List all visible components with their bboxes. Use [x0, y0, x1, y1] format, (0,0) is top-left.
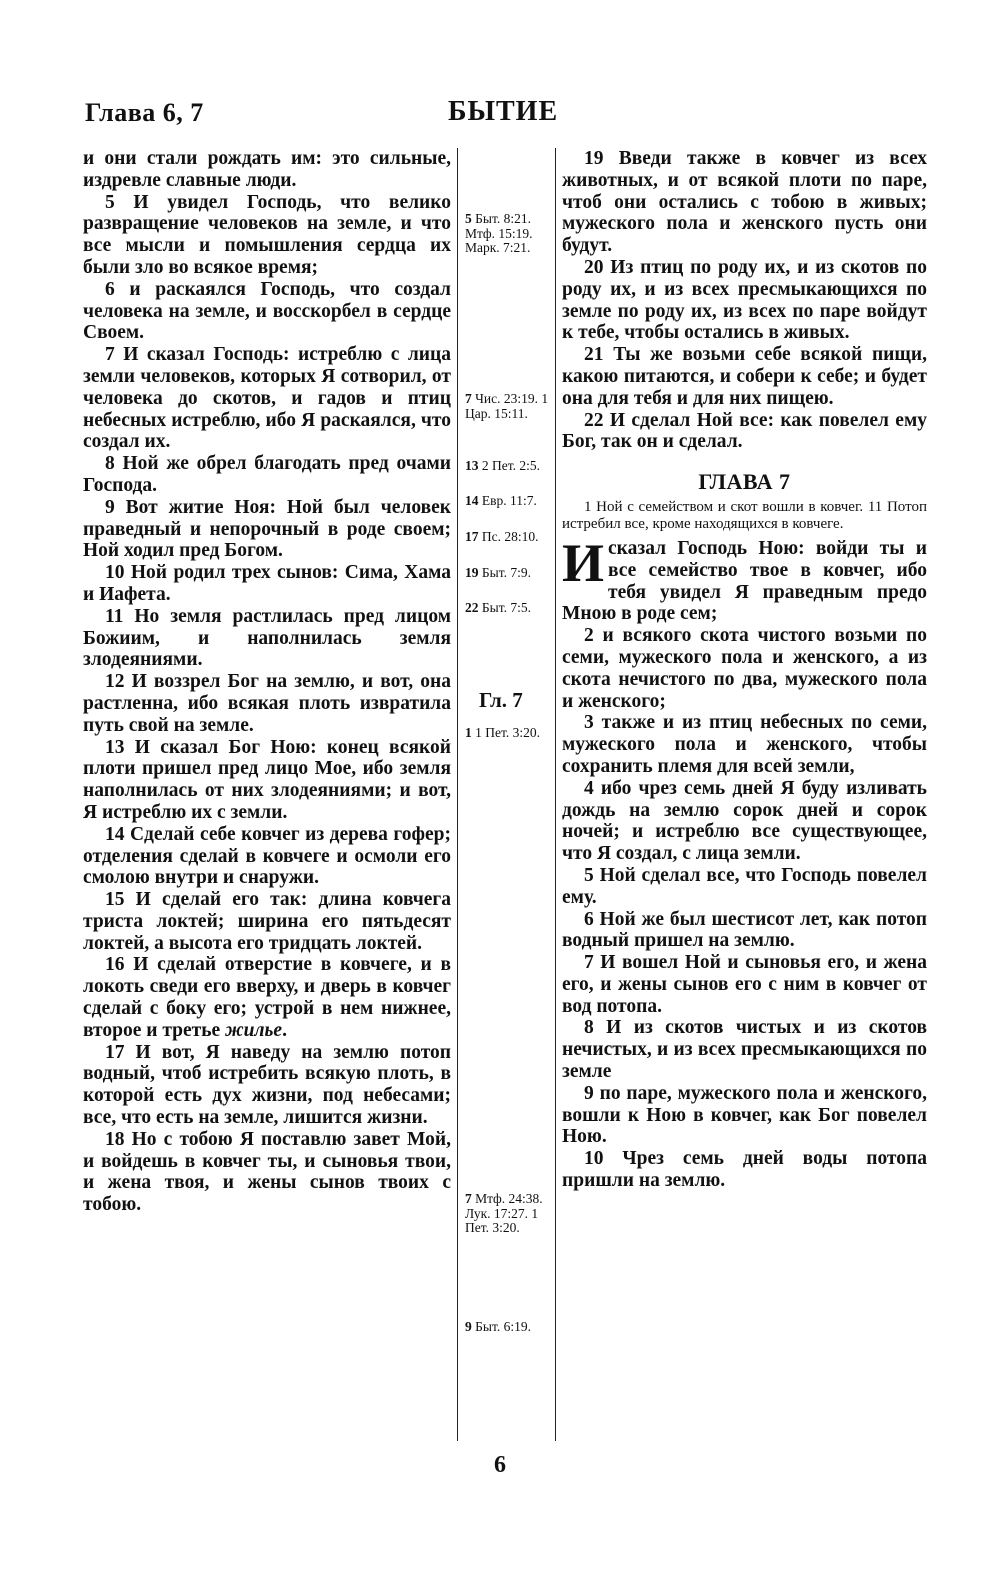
cross-reference: [465, 1320, 550, 1335]
cross-reference: [465, 1192, 550, 1236]
verse-text: 10 Ной родил трех сынов: Сима, Хама и Иафета.: [83, 562, 451, 605]
running-head-book-title: БЫТИЕ: [448, 96, 559, 127]
xref-text: 1 Пет. 3:20.: [475, 725, 541, 740]
cross-reference: [465, 212, 550, 256]
verse-text: 7 И сказал Господь: истреблю с лица земли человеков, которых Я сотворил, от человека до скотов, и гадов и птиц небесных истреблю, ибо Я раскаялся, что создал их.: [83, 344, 451, 453]
verse-text: 8 И из скотов чистых и из скотов нечистых, и из всех пресмыкающихся по земле: [562, 1017, 927, 1083]
xref-verse-number: 5: [465, 211, 472, 226]
verse-text-part: сказал Господь Ною: войди ты и все семейство твое в ковчег, ибо тебя увидел Я праведным предо Мною в роде сем;: [562, 537, 927, 625]
verse-text: 18 Но с тобою Я поставлю завет Мой, и войдешь в ковчег ты, и сыновья твои, и жена твоя, и жены сынов твоих с тобою.: [83, 1128, 451, 1216]
verse-text: 6 и раскаялся Господь, что создал человека на земле, и восскорбел в сердце Своем.: [83, 278, 451, 344]
verse-text: 21 Ты же возьми себе всякой пищи, какою питаются, и собери к себе; и будет она для тебя и для них пищею.: [562, 344, 927, 409]
verse-text: 5 И увидел Господь, что велико развращение человеков на земле, и что все мысли и помышления сердца их были зло во всякое время;: [83, 191, 451, 278]
verse-text: 12 И воззрел Бог на землю, и вот, она растленна, ибо всякая плоть извратила путь свой на земле.: [83, 671, 451, 736]
verse-text: 15 И сделай его так: длина ковчега триста локтей; ширина его пятьдесят локтей, а высота его тридцать локтей.: [83, 889, 451, 954]
verse-italic-word: жилье: [225, 1019, 283, 1041]
xref-verse-number: 7: [465, 391, 472, 406]
xref-text: Быт. 7:9.: [481, 565, 531, 580]
xref-text: Пс. 28:10.: [481, 529, 539, 544]
verse-text: 3 также и из птиц небесных по семи, мужеского пола и женского, чтобы сохранить племя для всей земли,: [562, 712, 927, 777]
cross-reference: [465, 566, 550, 581]
chapter-first-verse: [562, 532, 927, 625]
cross-reference: [465, 459, 550, 474]
verse-text-part: 16 И сделай отверстие в ковчеге, и в локоть сведи его вверху, и дверь в ковчег сделай с боку его; устрой в нем нижнее, второе и третье: [83, 954, 451, 1041]
verse-text: 22 И сделал Ной все: как повелел ему Бог, так он и сделал.: [562, 409, 927, 453]
xref-text: Быт. 7:5.: [481, 600, 531, 615]
xref-text: Быт. 8:21. Мтф. 15:19. Марк. 7:21.: [465, 211, 533, 255]
cross-reference: [465, 494, 550, 509]
verse-text: 9 по паре, мужеского пола и женского, вошли к Ною в ковчег, как Бог повелел Ною.: [562, 1082, 927, 1148]
verse-text: 17 И вот, Я наведу на землю потоп водный, чтоб истребить всякую плоть, в которой есть дух жизни, под небесами; все, что есть на земле, лишится жизни.: [83, 1041, 451, 1129]
verse-text: 11 Но земля растлилась пред лицом Божиим, и наполнилась земля злодеяниями.: [83, 605, 451, 671]
verse-text: 14 Сделай себе ковчег из дерева гофер; отделения сделай в ковчеге и осмоли его смолою внутри и снаружи.: [83, 823, 451, 889]
page-number: 6: [494, 1452, 506, 1478]
xref-text: Мтф. 24:38. Лук. 17:27. 1 Пет. 3:20.: [465, 1191, 543, 1235]
xref-verse-number: 1: [465, 725, 472, 740]
cross-reference: [465, 392, 550, 421]
verse-text: 2 и всякого скота чистого возьми по семи, мужеского пола и женского, а из скота нечистого по два, мужеского пола и женского;: [562, 625, 927, 712]
xref-verse-number: 7: [465, 1191, 472, 1206]
verse-text-part: .: [282, 1019, 287, 1041]
margin-chapter-heading: Гл. 7: [479, 688, 523, 712]
xref-text: Евр. 11:7.: [481, 493, 537, 508]
cross-reference: [465, 530, 550, 545]
xref-verse-number: 14: [465, 493, 479, 508]
cross-reference: [465, 726, 550, 741]
xref-text: 2 Пет. 2:5.: [481, 458, 541, 473]
verse-text: и они стали рождать им: это сильные, издревле славные люди.: [83, 148, 451, 191]
xref-text: Чис. 23:19. 1 Цар. 15:11.: [465, 391, 549, 421]
verse-text: 6 Ной же был шестисот лет, как потоп водный пришел на землю.: [562, 908, 927, 952]
verse-text: [83, 954, 451, 1041]
left-text-column: [83, 148, 451, 1216]
column-rule-left: [457, 148, 458, 1441]
verse-text: 9 Вот житие Ноя: Ной был человек праведный и непорочный в роде своем; Ной ходил пред Богом.: [83, 496, 451, 562]
running-head-chapter: Глава 6, 7: [85, 98, 204, 127]
verse-text: 7 И вошел Ной и сыновья его, и жена его, и жены сынов его с ним в ковчег от вод потопа.: [562, 952, 927, 1017]
verse-text: 8 Ной же обрел благодать пред очами Господа.: [83, 453, 451, 496]
column-rule-right: [555, 148, 556, 1441]
xref-verse-number: 17: [465, 529, 479, 544]
verse-text: 5 Ной сделал все, что Господь повелел ему.: [562, 864, 927, 908]
xref-verse-number: 13: [465, 458, 479, 473]
verse-text: 4 ибо чрез семь дней Я буду изливать дождь на землю сорок дней и сорок ночей; и истреблю все существующее, что Я создал, с лица земли.: [562, 777, 927, 865]
drop-cap-letter: И: [562, 532, 605, 593]
xref-text: Быт. 6:19.: [475, 1319, 531, 1334]
xref-verse-number: 19: [465, 565, 479, 580]
verse-text: 13 И сказал Бог Ною: конец всякой плоти пришел пред лицо Мое, ибо земля наполнилась от них злодеяниями; и вот, Я истреблю их с земли.: [83, 736, 451, 823]
chapter-summary: 1 Ной с семейством и скот вошли в ковчег. 11 Потоп истребил все, кроме находящихся в ковчеге.: [562, 498, 927, 533]
right-text-column: [562, 148, 927, 1192]
verse-text: 20 Из птиц по роду их, и из скотов по роду их, и из всех пресмыкающихся по земле по роду их, из всех по паре войдут к тебе, чтобы остались в живых.: [562, 256, 927, 344]
verse-text: 10 Чрез семь дней воды потопа пришли на землю.: [562, 1148, 927, 1192]
verse-text: 19 Введи также в ковчег из всех животных, и от всякой плоти по паре, чтоб они остались с тобою в живых; мужеского пола и женского пусть они будут.: [562, 148, 927, 257]
xref-verse-number: 22: [465, 600, 479, 615]
cross-reference: [465, 601, 550, 616]
xref-verse-number: 9: [465, 1319, 472, 1334]
chapter-heading: ГЛАВА 7: [698, 469, 791, 495]
